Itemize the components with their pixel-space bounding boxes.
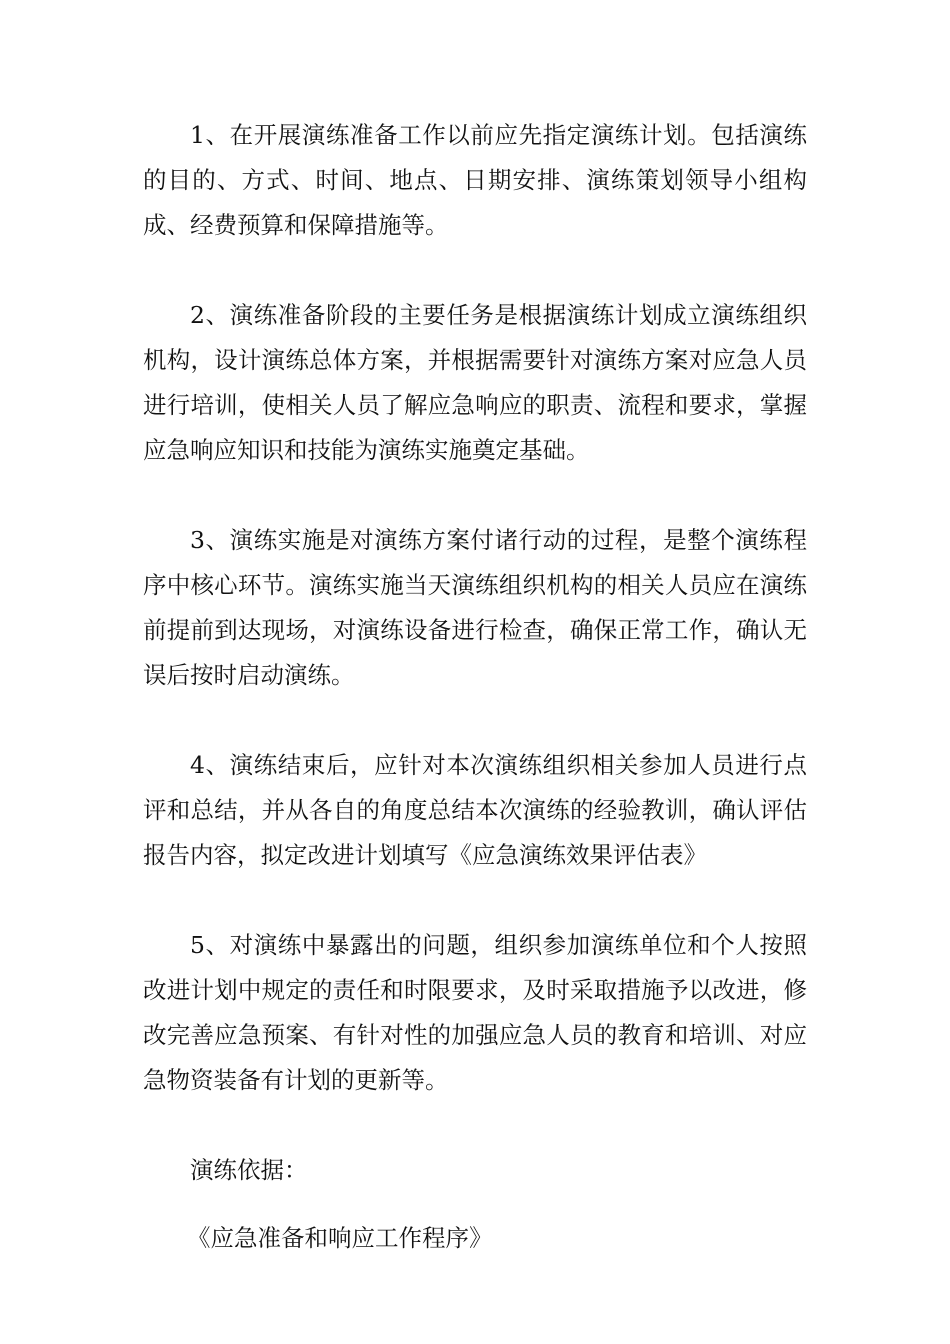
basis-heading: 演练依据： [190, 1156, 308, 1184]
basis-reference: 《应急准备和响应工作程序》 [187, 1224, 493, 1252]
paragraph-1: 1、在开展演练准备工作以前应先指定演练计划。包括演练的目的、方式、时间、地点、日期安排、演练策划领导小组构成、经费预算和保障措施等。 [143, 121, 807, 239]
paragraph-5: 5、对演练中暴露出的问题，组织参加演练单位和个人按照改进计划中规定的责任和时限要求，及时采取措施予以改进，修改完善应急预案、有针对性的加强应急人员的教育和培训、对应急物资装备有计划的更新等。 [143, 931, 807, 1094]
paragraph-4: 4、演练结束后，应针对本次演练组织相关参加人员进行点评和总结，并从各自的角度总结本次演练的经验教训，确认评估报告内容，拟定改进计划填写《应急演练效果评估表》 [143, 751, 807, 869]
document-body [143, 113, 807, 1261]
paragraph-3: 3、演练实施是对演练方案付诸行动的过程，是整个演练程序中核心环节。演练实施当天演练组织机构的相关人员应在演练前提前到达现场，对演练设备进行检查，确保正常工作，确认无误后按时启动演练。 [143, 526, 807, 689]
paragraph-2: 2、演练准备阶段的主要任务是根据演练计划成立演练组织机构，设计演练总体方案，并根据需要针对演练方案对应急人员进行培训，使相关人员了解应急响应的职责、流程和要求，掌握应急响应知识和技能为演练实施奠定基础。 [143, 301, 807, 464]
